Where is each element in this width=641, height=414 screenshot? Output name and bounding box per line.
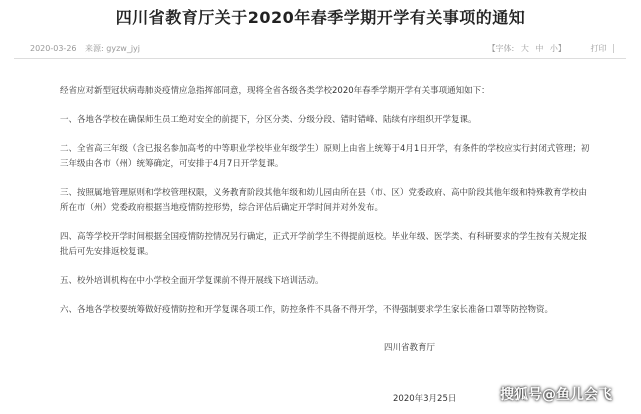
divider-icon	[613, 44, 614, 53]
font-size-label: 【字体:	[487, 44, 515, 53]
font-medium-button[interactable]: 中	[535, 44, 544, 53]
signature-date: 2020年3月25日	[393, 394, 457, 404]
publish-date: 2020-03-26	[30, 44, 77, 53]
article-body	[60, 84, 592, 332]
paragraph-item-4: 四、高等学校开学时间根据全国疫情防控情况另行确定，正式开学前学生不得提前返校。毕业年级、医学类、有科研要求的学生按有关规定报批后可先安排返校复课。	[60, 232, 588, 257]
source-label: 来源: gyzw_jyj	[85, 44, 141, 53]
print-button[interactable]: 打印	[590, 44, 607, 53]
page-title: 四川省教育厅关于2020年春季学期开学有关事项的通知	[115, 8, 526, 27]
paragraph-item-1: 一、各地各学校在确保师生员工绝对安全的前提下，分区分类、分级分段、错时错峰、陆续有序组织开学复课。	[60, 115, 477, 125]
meta-info	[30, 43, 146, 54]
font-small-button[interactable]: 小】	[549, 44, 566, 53]
paragraph-item-5: 五、校外培训机构在中小学校全面开学复课前不得开展线下培训活动。	[60, 276, 324, 286]
paragraph-intro: 经省应对新型冠状病毒肺炎疫情应急指挥部同意，现将全省各级各类学校2020年春季学期开学有关事项通知如下：	[60, 86, 490, 96]
meta-tools	[484, 43, 614, 54]
article-meta-bar	[14, 40, 626, 59]
signature: 四川省教育厅	[384, 343, 436, 353]
paragraph-item-6: 六、各地各学校要统筹做好疫情防控和开学复课各项工作，防控条件不具备不得开学，不得强制要求学生家长准备口罩等防控物资。	[60, 305, 554, 315]
paragraph-item-3: 三、按照属地管理原则和学校管理权限，义务教育阶段其他年级和幼儿园由所在县（市、区）党委政府、高中阶段其他年级和特殊教育学校由所在市（州）党委政府根据当地疫情防控形势，综合评估后确定开学时间并对外发布。	[60, 188, 588, 213]
paragraph-item-2: 二、全省高三年级（含已报名参加高考的中等职业学校毕业年级学生）原则上由省上统筹于4月1日开学，有条件的学校应实行封闭式管理；初三年级由各市（州）统筹确定，可安排于4月7日开学复课。	[60, 144, 590, 169]
font-large-button[interactable]: 大	[520, 44, 529, 53]
watermark: 搜狐号@鱼儿会飞	[500, 387, 612, 403]
